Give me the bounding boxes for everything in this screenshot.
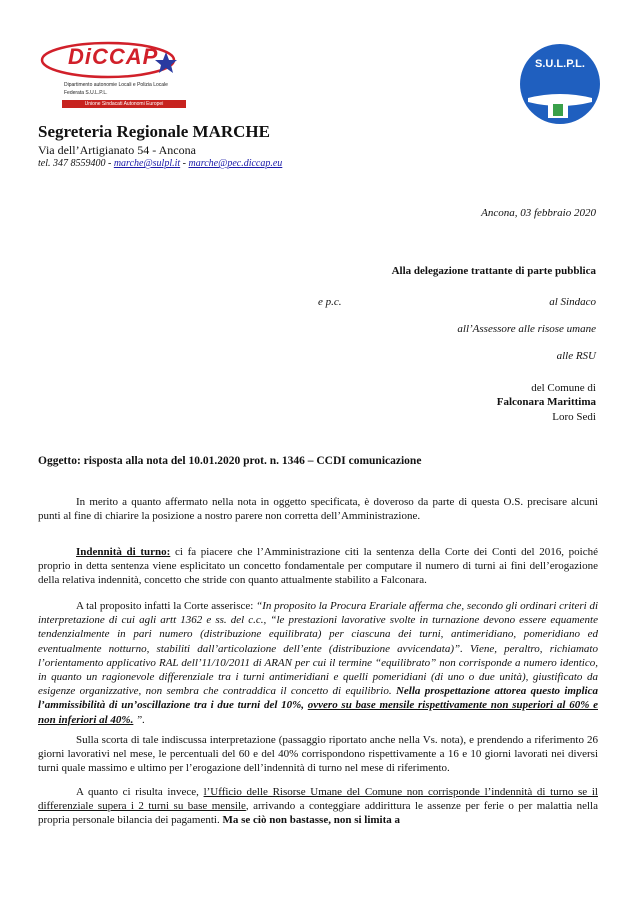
paragraph-2-text: ci fa piacere che l’Amministrazione citi la sentenza della Corte dei Conti del 2016, poiché proprio in detta sentenza viene esplicitato un concetto fondamentale per computare il numero di turni ai fini dell’erogazione della relativa indennità, concetto che stride con quanto attualmente stabilito a Falconara. [38, 546, 598, 587]
sulpl-logo [518, 42, 602, 126]
recipient-cpc: e p.c. [318, 296, 342, 308]
paragraph-3-bold-underlined: ovvero su base mensile rispettivamente non superiori al 60% e non inferiori al 40%. [38, 699, 598, 726]
dept-line-2: Federata S.U.L.P.L. [64, 90, 108, 96]
paragraph-5-mid: , arrivando a conteggiare addirittura le assenze per ferie o per malattia nella propria personale bilancia dei pagamenti. [38, 800, 598, 827]
paragraph-2 [38, 545, 598, 588]
recipient-sindaco: al Sindaco [549, 296, 596, 308]
paragraph-5-underlined: l’Ufficio delle Risorse Umane del Comune non corrisponde l’indennità di turno se il differenziale supera i 2 turni su base mensile [38, 786, 598, 813]
header-address: Via dell’Artigianato 54 - Ancona [38, 143, 196, 157]
letter-subject: Oggetto: risposta alla nota del 10.01.2020 prot. n. 1346 – CCDI comunicazione [38, 455, 422, 467]
recipient-main: Alla delegazione trattante di parte pubblica [391, 265, 596, 277]
recipient-falconara: Falconara Marittima [496, 396, 596, 408]
dept-line-1: Dipartimento autonomie Locali e Polizia Locale [64, 82, 168, 88]
paragraph-5 [38, 785, 598, 828]
paragraph-4: Sulla scorta di tale indiscussa interpretazione (passaggio riportato anche nella Vs. nota), e prendendo a riferimento 26 giorni lavorativi nel mese, le percentuali del 60 e del 40% corrispondono rispettivamente a 16 e 10 giorni lavorati nei diversi turni quale massimo e ultimo per l’erogazione dell’indennità di turno nel mese di riferimento. [38, 734, 598, 775]
header-contacts [38, 158, 282, 169]
paragraph-3-lead: A tal proposito infatti la Corte asserisce: [76, 600, 257, 612]
page-title: Segreteria Regionale MARCHE [38, 122, 270, 141]
letter-date: Ancona, 03 febbraio 2020 [481, 207, 596, 219]
paragraph-5-lead: A quanto ci risulta invece, [76, 786, 204, 798]
diccap-wordmark: DiCCAP [68, 44, 159, 69]
paragraph-3-end: ”. [133, 713, 145, 726]
union-box: Unione Sindacati Autonomi Europei [62, 100, 186, 108]
header-tel: tel. 347 8559400 - [38, 158, 112, 169]
email-link-1[interactable]: marche@sulpl.it [113, 158, 181, 169]
sulpl-circle-icon [518, 42, 602, 126]
paragraph-1: In merito a quanto affermato nella nota in oggetto specificata, è doveroso da parte di questa O.S. precisare alcuni punti al fine di chiarire la posizione a nostro parere non corretta dell’Amministrazione. [38, 496, 598, 523]
recipient-assessore: all’Assessore alle risose umane [457, 323, 596, 335]
paragraph-3-quote: “In proposito la Procura Erariale afferma che, secondo gli ordinari criteri di interpretazione di cui agli artt 1362 e ss. del c.c., “le prestazioni lavorative svolte in turnazione devono essere equamente tendenzialmente in pari numero (distribuzione equilibrata) per ciascuna dei turni, antimeridiano, pomeridiano ed eventualmente notturno, stabiliti dall’articolazione dell’ente (distribuzione avvicendata)”. Viene, peraltro, richiamato l’orientamento applicativo RAL dell’11/10/2011 di ARAN per cui il termine “equilibrato” non corrisponde a numero identico, in quanto un ragionevole differenziale tra i turni antimeridiani e quelli pomeridiani (di uno o due unità), giustificato da esigenze organizzative, non sembra che contraddica il concetto di equilibrio. [38, 600, 599, 698]
header-sep: - [182, 158, 186, 169]
recipient-rsu: alle RSU [556, 350, 596, 362]
sulpl-text: S.U.L.P.L. [535, 58, 585, 70]
recipient-comune: del Comune di [531, 382, 596, 394]
email-link-2[interactable]: marche@pec.diccap.eu [188, 158, 283, 169]
paragraph-5-bold: Ma se ciò non bastasse, non si limita a [222, 814, 401, 827]
diccap-logo [38, 38, 198, 118]
paragraph-2-heading: Indennità di turno: [76, 546, 171, 558]
recipient-loro-sedi: Loro Sedi [552, 411, 596, 423]
paragraph-3 [38, 599, 598, 727]
paragraph-3-bold: Nella prospettazione attorea questo implica l’ammissibilità di un’oscillazione tra i due turni del 10%, [38, 685, 598, 712]
